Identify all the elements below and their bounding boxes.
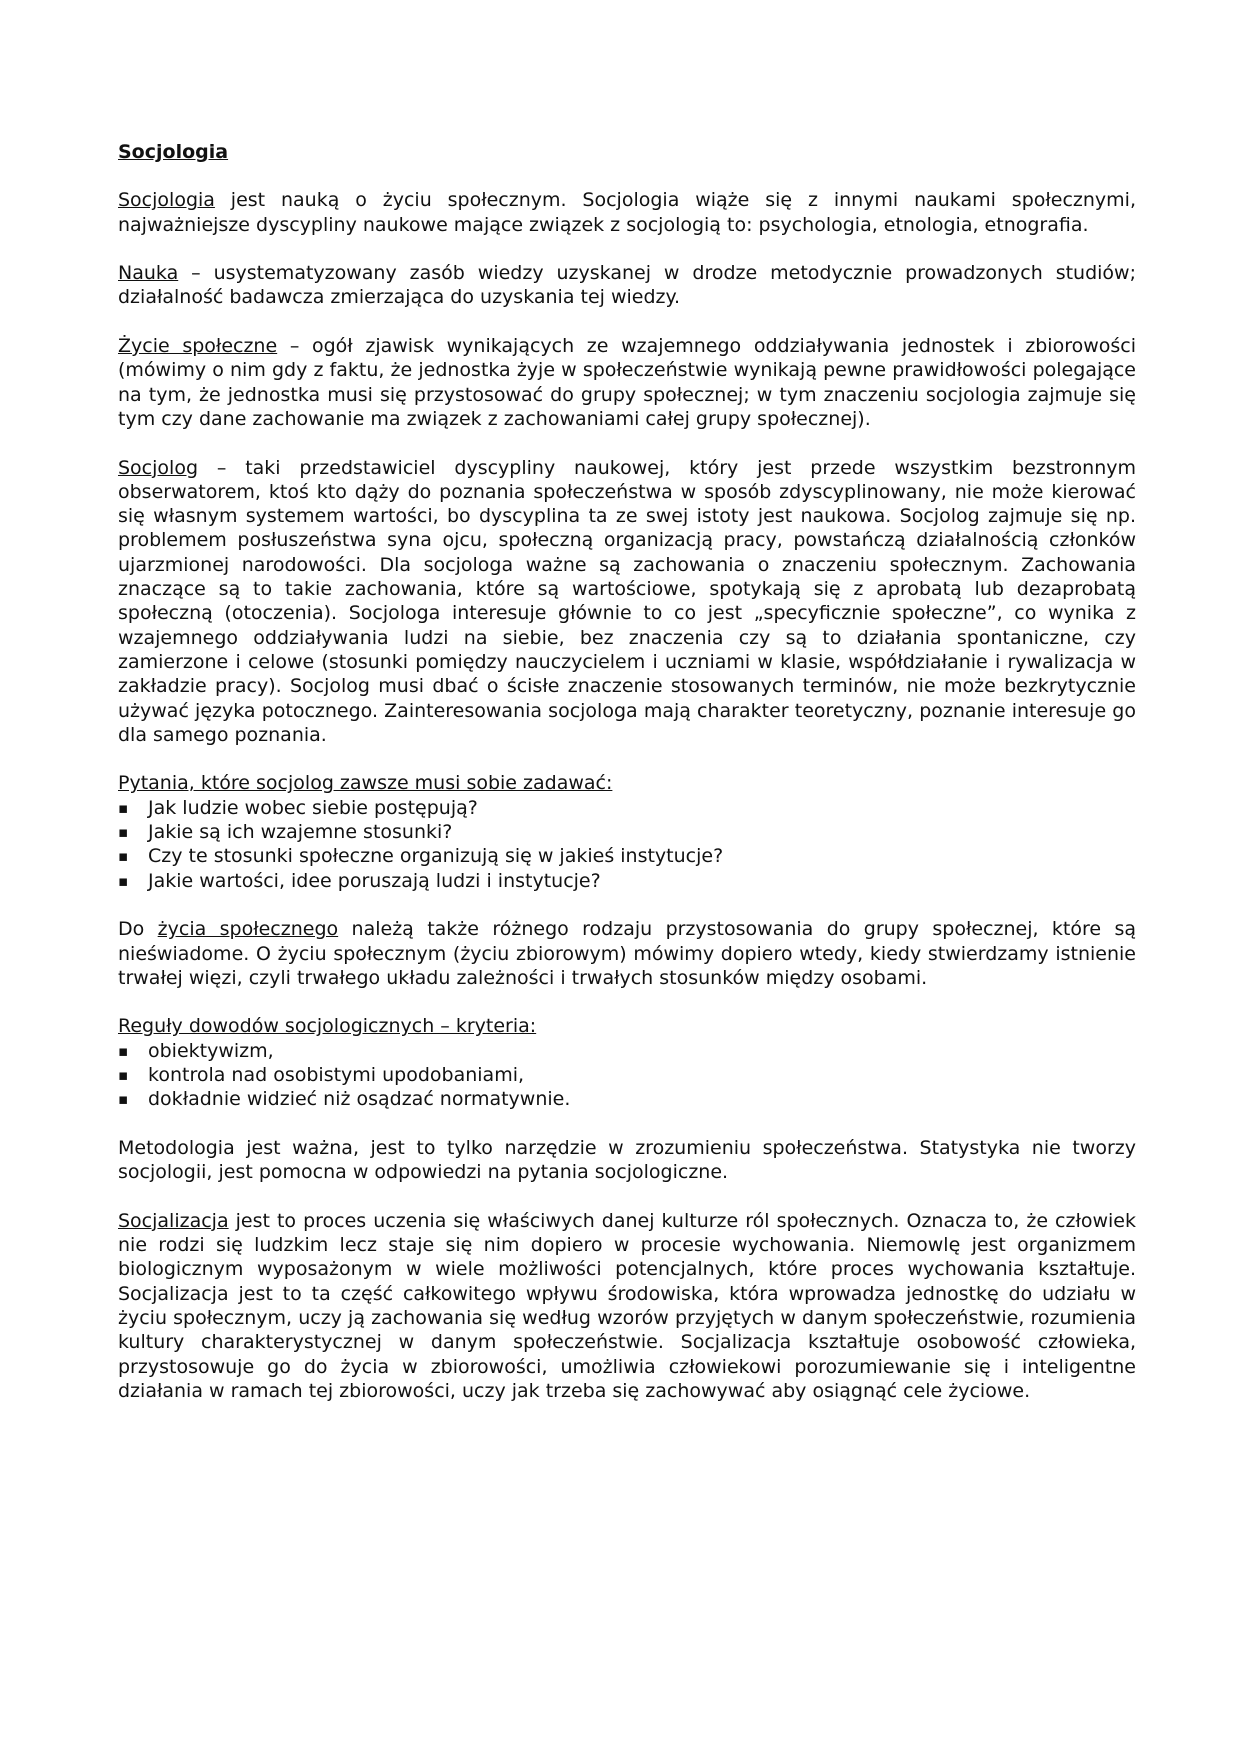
rules-list [118,1039,1136,1112]
paragraph-nauka [118,261,1136,310]
bullet-icon: ▪ [118,1090,129,1109]
term-zycia-spolecznego: życia społecznego [157,918,339,941]
paragraph-metodologia [118,1136,1136,1185]
paragraph-zycie-spolecznego [118,917,1136,990]
bullet-icon: ▪ [118,1065,129,1084]
paragraph-socjalizacja [118,1209,1136,1403]
paragraph-text: – taki przedstawiciel dyscypliny naukowej, który jest przede wszystkim bezstronnym obserwatorem, ktoś kto dąży do poznania społeczeństwa w sposób zdyscyplinowany, nie może kierować się własnym systemem wartości, bo dyscyplina ta ze swej istoty jest naukowa. Socjolog zajmuje się np. problemem posłuszeństwa syna ojcu, społeczną organizacją pracy, powstańczą działalnością członków ujarzmionej narodowości. Dla socjologa ważne są zachowania o znaczeniu społecznym. Zachowania znaczące są to takie zachowania, które są wartościowe, spotykają się z aprobatą lub dezaprobatą społeczną (otoczenia). Socjologa interesuje głównie to co jest „specyficznie społeczne”, co wynika z wzajemnego oddziaływania ludzi na siebie, bez znaczenia czy są to działania spontaniczne, czy zamierzone i celowe (stosunki pomiędzy nauczycielem i uczniami w klasie, współdziałanie i rywalizacja w zakładzie pracy). Socjolog musi dbać o ścisłe znaczenie stosowanych terminów, nie może bezkrytycznie używać języka potocznego. Zainteresowania socjologa mają charakter teoretyczny, poznanie interesuje go dla samego poznania. [118,456,1136,746]
bullet-icon: ▪ [118,871,129,890]
paragraph-text: – usystematyzowany zasób wiedzy uzyskanej w drodze metodycznie prowadzonych studiów; działalność badawcza zmierzająca do uzyskania tej wiedzy. [118,262,1136,309]
list-item [118,820,1136,844]
bullet-icon: ▪ [118,823,129,842]
questions-list [118,796,1136,893]
bullet-icon: ▪ [118,798,129,817]
paragraph-socjolog [118,456,1136,748]
term-socjolog: Socjolog [118,456,198,479]
paragraph-socjologia [118,188,1136,237]
list-item-text: obiektywizm, [148,1039,274,1062]
document-title: Socjologia [118,141,229,163]
list-item-text: Czy te stosunki społeczne organizują się w jakieś instytucje? [148,845,724,868]
term-nauka: Nauka [118,262,179,285]
list-item-text: Jakie są ich wzajemne stosunki? [148,821,453,844]
list-item-text: Jak ludzie wobec siebie postępują? [148,796,478,819]
bullet-icon: ▪ [118,1041,129,1060]
list-item [118,1063,1136,1087]
term-socjologia: Socjologia [118,189,215,212]
paragraph-zycie-spoleczne [118,334,1136,431]
list-item [118,1087,1136,1111]
paragraph-text: jest to proces uczenia się właściwych danej kulturze ról społecznych. Oznacza to, że człowiek nie rodzi się ludzkim lecz staje się nim dopiero w procesie wychowania. Niemowlę jest organizmem biologicznym wyposażonym w wiele możliwości potencjalnych, które proces wychowania kształtuje. Socjalizacja jest to ta część całkowitego wpływu środowiska, która wprowadza jednostkę do udziału w życiu społecznym, uczy ją zachowania się według wzorów przyjętych w danym społeczeństwie, rozumienia kultury charakterystycznej w danym społeczeństwie. Socjalizacja kształtuje osobowość człowieka, przystosowuje go do życia w zbiorowości, umożliwia człowiekowi porozumiewanie się i inteligentne działania w ramach tej zbiorowości, uczy jak trzeba się zachowywać aby osiągnąć cele życiowe. [118,1209,1136,1402]
list-item-text: Jakie wartości, idee poruszają ludzi i instytucje? [148,869,601,892]
paragraph-text: – ogół zjawisk wynikających ze wzajemnego oddziaływania jednostek i zbiorowości (mówimy o nim gdy z faktu, że jednostka żyje w społeczeństwie wynikają pewne prawidłowości polegające na tym, że jednostka musi się przystosować do grupy społecznej; w tym znaczeniu socjologia zajmuje się tym czy dane zachowanie ma związek z zachowaniami całej grupy społecznej). [118,335,1137,430]
list-item-text: kontrola nad osobistymi upodobaniami, [148,1063,525,1086]
term-socjalizacja: Socjalizacja [118,1209,229,1232]
questions-heading: Pytania, które socjolog zawsze musi sobie zadawać: [118,772,613,795]
paragraph-text: Do [118,918,158,941]
term-zycie-spoleczne: Życie społeczne [118,335,278,358]
rules-heading: Reguły dowodów socjologicznych – kryteria: [118,1015,537,1038]
bullet-icon: ▪ [118,847,129,866]
paragraph-text: Metodologia jest ważna, jest to tylko narzędzie w zrozumieniu społeczeństwa. Statystyka nie tworzy socjologii, jest pomocna w odpowiedzi na pytania socjologiczne. [118,1136,1136,1184]
list-item [118,1039,1136,1063]
paragraph-text: jest nauką o życiu społecznym. Socjologia wiąże się z innymi naukami społecznymi, najważniejsze dyscypliny naukowe mające związek z socjologią to: psychologia, etnologia, etnografia. [118,189,1136,236]
list-item-text: dokładnie widzieć niż osądzać normatywnie. [148,1088,571,1111]
paragraph-text: należą także różnego rodzaju przystosowania do grupy społecznej, które są nieświadome. O życiu społecznym (życiu zbiorowym) mówimy dopiero wtedy, kiedy stwierdzamy istnienie trwałej więzi, czyli trwałego układu zależności i trwałych stosunków między osobami. [118,918,1137,989]
list-item [118,869,1136,893]
list-item [118,844,1136,868]
document-page [118,140,1136,1427]
list-item [118,796,1136,820]
